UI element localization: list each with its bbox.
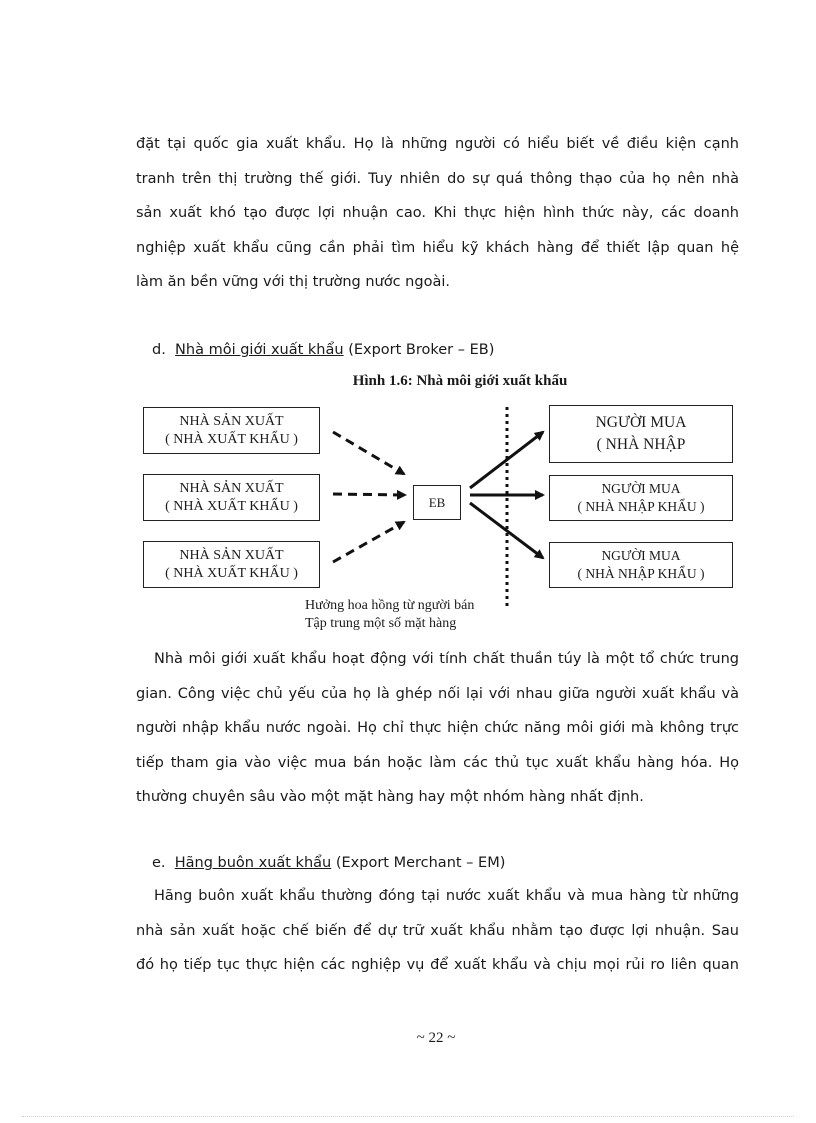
buyer-label: NGƯỜI MUA xyxy=(595,414,687,431)
section-d-marker: d. xyxy=(152,342,166,358)
buyer-box xyxy=(549,542,733,588)
buyer-sublabel: ( NHÀ NHẬP KHẨU ) xyxy=(577,499,705,514)
figure-title: Hình 1.6: Nhà môi giới xuất khẩu xyxy=(352,373,568,389)
producer-sublabel: ( NHÀ XUẤT KHẨU ) xyxy=(165,431,298,447)
producer-sublabel: ( NHÀ XUẤT KHẨU ) xyxy=(165,498,298,514)
buyer-label: NGƯỜI MUA xyxy=(601,548,681,563)
paragraph-e xyxy=(136,886,739,990)
producer-sublabel: ( NHÀ XUẤT KHẨU ) xyxy=(165,565,298,581)
section-e-title: Hãng buôn xuất khẩu xyxy=(174,855,332,871)
text-line: đặt tại quốc gia xuất khẩu. Họ là những người có hiểu biết về điều kiện cạnh xyxy=(136,136,739,152)
figure-note: Tập trung một số mặt hàng xyxy=(305,616,457,631)
section-e-marker: e. xyxy=(152,855,166,871)
producer-label: NHÀ SẢN XUẤT xyxy=(179,480,284,496)
section-d-title: Nhà môi giới xuất khẩu xyxy=(175,342,344,358)
figure-note: Hưởng hoa hồng từ người bán xyxy=(305,598,475,613)
buyer-sublabel: ( NHÀ NHẬP KHẨU ) xyxy=(577,566,705,581)
producer-label: NHÀ SẢN XUẤT xyxy=(179,547,284,563)
section-d-subtitle: (Export Broker – EB) xyxy=(348,342,495,358)
text-line: Hãng buôn xuất khẩu thường đóng tại nước xuất khẩu và mua hàng từ những xyxy=(154,888,739,904)
producer-box xyxy=(143,474,320,521)
buyer-box xyxy=(549,405,733,463)
text-line: tiếp tham gia vào việc mua bán hoặc làm các thủ tục xuất khẩu hàng hóa. Họ xyxy=(136,754,739,771)
text-line: đó họ tiếp tục thực hiện các nghiệp vụ để xuất khẩu và chịu mọi rủi ro liên quan xyxy=(136,957,739,973)
producer-box xyxy=(143,541,320,588)
section-e-subtitle: (Export Merchant – EM) xyxy=(335,855,506,871)
buyer-sublabel: ( NHÀ NHẬP xyxy=(596,436,686,453)
text-line: nghiệp xuất khẩu cũng cần phải tìm hiểu kỹ khách hàng để thiết lập quan hệ xyxy=(136,239,739,256)
text-line: gian. Công việc chủ yếu của họ là ghép nối lại với nhau giữa người xuất khẩu và xyxy=(136,685,739,702)
dashed-arrow-icon xyxy=(333,432,404,474)
buyer-label: NGƯỜI MUA xyxy=(601,481,681,496)
producer-box xyxy=(143,407,320,454)
text-line: sản xuất khó tạo được lợi nhuận cao. Khi thực hiện hình thức này, các doanh xyxy=(136,205,739,221)
dashed-arrow-icon xyxy=(333,494,405,495)
text-line: nhà sản xuất hoặc chế biến để dự trữ xuất khẩu nhằm tạo được lợi nhuận. Sau xyxy=(136,922,739,939)
text-line: làm ăn bền vững với thị trường nước ngoài. xyxy=(136,274,450,290)
page-bottom-rule xyxy=(22,1116,794,1117)
page-number: ~ 22 ~ xyxy=(416,1030,456,1046)
text-line: thường chuyên sâu vào một mặt hàng hay một nhóm hàng nhất định. xyxy=(136,789,644,805)
dashed-arrow-icon xyxy=(333,522,404,562)
text-line: người nhập khẩu nước ngoài. Họ chỉ thực hiện chức năng môi giới mà không trực xyxy=(136,720,739,736)
paragraph-d xyxy=(136,649,739,822)
text-line: tranh trên thị trường thế giới. Tuy nhiên do sự quá thông thạo của họ nên nhà xyxy=(136,170,739,187)
buyer-box xyxy=(549,475,733,521)
producer-label: NHÀ SẢN XUẤT xyxy=(179,413,284,429)
section-e-heading xyxy=(152,853,505,873)
text-line: Nhà môi giới xuất khẩu hoạt động với tính chất thuần túy là một tổ chức trung xyxy=(154,651,739,667)
broker-label: EB xyxy=(428,494,446,510)
broker-box xyxy=(413,485,461,520)
